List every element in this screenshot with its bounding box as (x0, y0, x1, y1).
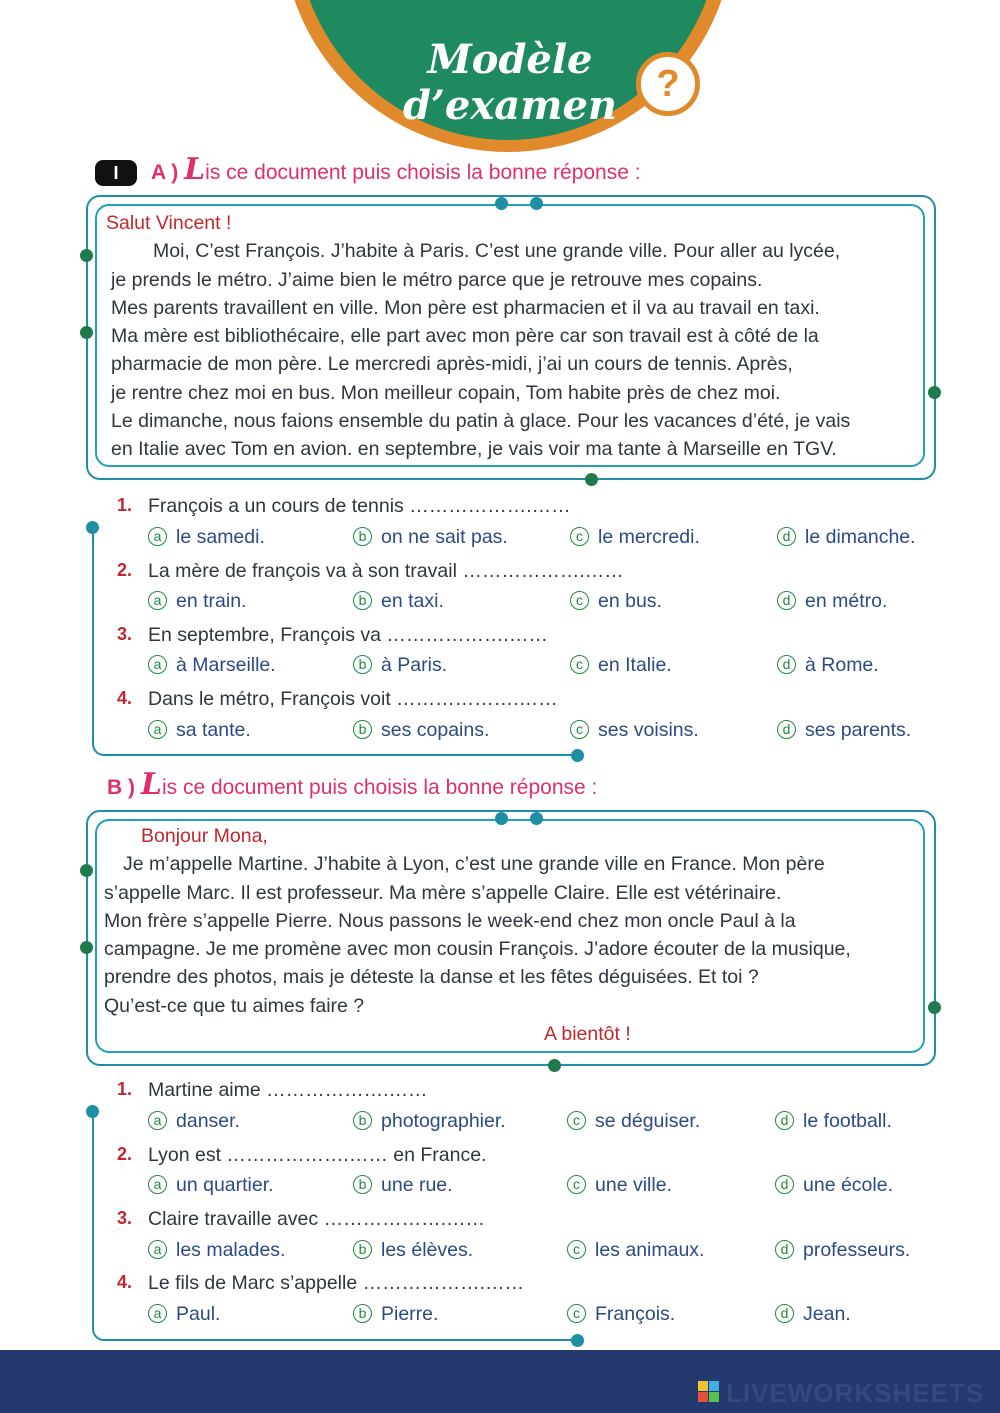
question-number: 3. (117, 624, 133, 644)
option-label: le dimanche. (805, 526, 916, 548)
answer-option[interactable] (567, 1239, 704, 1262)
option-a-icon: a (148, 1175, 167, 1194)
letter-a-greeting: Salut Vincent ! (106, 212, 232, 234)
answer-option[interactable] (777, 590, 887, 613)
section-a-heading (151, 152, 641, 187)
section-b-instruction: is ce document puis choisis la bonne réponse : (161, 776, 598, 799)
option-c-icon: c (567, 1111, 586, 1130)
section-b-heading (107, 767, 598, 802)
option-c-icon: c (570, 720, 589, 739)
option-label: le mercredi. (598, 526, 700, 548)
option-d-icon: d (777, 720, 796, 739)
option-label: Paul. (176, 1303, 221, 1325)
option-a-icon: a (148, 720, 167, 739)
section-a-instruction: is ce document puis choisis la bonne réponse : (205, 161, 641, 184)
answer-option[interactable] (775, 1239, 910, 1262)
letter-b-line: Je m’appelle Martine. J’habite à Lyon, c’est une grande ville en France. Mon père (123, 853, 825, 876)
letter-b-line: Qu’est-ce que tu aimes faire ? (104, 994, 365, 1017)
question-text: Le fils de Marc s’appelle ……………….…… (148, 1272, 525, 1294)
option-label: se déguiser. (595, 1110, 701, 1132)
question-text: En septembre, François va ……………….…… (148, 624, 548, 646)
answer-option[interactable] (353, 1303, 438, 1326)
option-b-icon: b (353, 1175, 372, 1194)
frame-dot (80, 326, 93, 339)
option-label: Pierre. (381, 1303, 439, 1325)
question-number: 3. (117, 1208, 133, 1228)
letter-b-line: campagne. Je me promène avec mon cousin François. J’adore écouter de la musique, (104, 938, 851, 961)
letter-a-line: je prends le métro. J’aime bien le métro parce que je retrouve mes copains. (111, 268, 763, 291)
letter-b-closing: A bientôt ! (544, 1023, 631, 1046)
letter-a-line: en Italie avec Tom en avion. en septembre, je vais voir ma tante à Marseille en TGV. (111, 438, 837, 461)
option-label: danser. (176, 1110, 240, 1132)
option-label: à Paris. (381, 654, 448, 676)
option-label: ses voisins. (598, 719, 699, 741)
option-label: en taxi. (381, 590, 444, 612)
frame-dot (80, 864, 93, 877)
section-a-label: A ) (151, 161, 179, 184)
option-d-icon: d (777, 527, 796, 546)
option-label: les malades. (176, 1239, 286, 1261)
option-b-icon: b (353, 1111, 372, 1130)
option-d-icon: d (777, 655, 796, 674)
answer-option[interactable] (353, 654, 447, 677)
section-b-label: B ) (107, 776, 135, 799)
question-number: 4. (117, 1272, 133, 1292)
option-label: ses copains. (381, 719, 490, 741)
question-text: Martine aime ……………….…… (148, 1079, 428, 1101)
answer-option[interactable] (148, 654, 276, 677)
option-label: ses parents. (805, 719, 912, 741)
option-a-icon: a (148, 527, 167, 546)
letter-a-line: Moi, C’est François. J’habite à Paris. C’est une grande ville. Pour aller au lycée, (153, 240, 841, 263)
letter-a-line: Le dimanche, nous faions ensemble du patin à glace. Pour les vacances d’été, je vais (111, 410, 851, 433)
frame-dot (548, 1059, 561, 1072)
question-number: 2. (117, 560, 133, 580)
letter-b-line: s’appelle Marc. Il est professeur. Ma mère s’appelle Claire. Elle est vétérinaire. (104, 881, 782, 904)
answer-option[interactable] (570, 719, 699, 742)
option-a-icon: a (148, 1111, 167, 1130)
question-text: La mère de françois va à son travail ……………….…… (148, 560, 624, 582)
option-b-icon: b (353, 720, 372, 739)
option-d-icon: d (775, 1175, 794, 1194)
option-b-icon: b (353, 655, 372, 674)
answer-option[interactable] (777, 654, 879, 677)
option-label: photographier. (381, 1110, 506, 1132)
help-symbol: ? (656, 63, 680, 105)
answer-option[interactable] (353, 1174, 453, 1197)
frame-dot (585, 473, 598, 486)
option-label: à Rome. (805, 654, 879, 676)
option-label: une rue. (381, 1174, 453, 1196)
answer-option[interactable] (570, 526, 700, 549)
answer-option[interactable] (148, 719, 251, 742)
option-label: une école. (803, 1174, 893, 1196)
option-a-icon: a (148, 655, 167, 674)
liveworksheets-logo-icon (698, 1381, 720, 1403)
frame-dot (928, 386, 941, 399)
option-b-icon: b (353, 1240, 372, 1259)
answer-option[interactable] (775, 1110, 892, 1133)
answer-option[interactable] (148, 1174, 274, 1197)
option-a-icon: a (148, 1304, 167, 1323)
option-label: on ne sait pas. (381, 526, 508, 548)
option-label: professeurs. (803, 1239, 911, 1261)
letter-a-line: pharmacie de mon père. Le mercredi après-midi, j’ai un cours de tennis. Après, (111, 353, 793, 376)
answer-option[interactable] (777, 719, 911, 742)
question-text: François a un cours de tennis ……………….…… (148, 495, 571, 517)
option-c-icon: c (567, 1304, 586, 1323)
answer-option[interactable] (570, 654, 672, 677)
answer-option[interactable] (775, 1303, 851, 1326)
question-number: 2. (117, 1144, 133, 1164)
letter-a-line: Ma mère est bibliothécaire, elle part avec mon père car son travail est à côté de la (111, 325, 819, 348)
question-text: Lyon est ……………….…… en France. (148, 1144, 487, 1166)
section-b-initial: L (140, 767, 162, 802)
option-label: en train. (176, 590, 247, 612)
option-label: François. (595, 1303, 676, 1325)
title-line-2: d’examen (403, 82, 617, 129)
footer-brand: LIVEWORKSHEETS (726, 1378, 985, 1408)
option-d-icon: d (777, 591, 796, 610)
option-label: un quartier. (176, 1174, 274, 1196)
answer-option[interactable] (353, 590, 444, 613)
bracket-dot (571, 749, 584, 762)
question-text: Dans le métro, François voit ……………….…… (148, 688, 558, 710)
answer-option[interactable] (148, 590, 246, 613)
answer-option[interactable] (570, 590, 662, 613)
letter-b-greeting: Bonjour Mona, (141, 825, 268, 847)
option-b-icon: b (353, 527, 372, 546)
answer-option[interactable] (148, 1303, 220, 1326)
frame-dot (80, 941, 93, 954)
answer-option[interactable] (775, 1174, 893, 1197)
frame-dot (928, 1001, 941, 1014)
question-number: 4. (117, 688, 133, 708)
answer-option[interactable] (148, 526, 265, 549)
question-number: 1. (117, 495, 133, 515)
answer-option[interactable] (353, 1239, 473, 1262)
answer-option[interactable] (567, 1303, 675, 1326)
option-b-icon: b (353, 1304, 372, 1323)
answer-option[interactable] (353, 719, 489, 742)
option-label: les élèves. (381, 1239, 474, 1261)
letter-b (104, 822, 851, 1048)
option-c-icon: c (570, 655, 589, 674)
letter-a-line: Mes parents travaillent en ville. Mon père est pharmacien et il va au travail en taxi. (111, 296, 820, 319)
option-label: Jean. (803, 1303, 851, 1325)
question-number: 1. (117, 1079, 133, 1099)
option-a-icon: a (148, 591, 167, 610)
bracket-dot (86, 1105, 99, 1118)
answer-option[interactable] (353, 526, 508, 549)
option-d-icon: d (775, 1111, 794, 1130)
option-d-icon: d (775, 1304, 794, 1323)
option-label: sa tante. (176, 719, 251, 741)
letter-a (106, 209, 850, 464)
answer-option[interactable] (567, 1174, 672, 1197)
answer-option[interactable] (567, 1110, 700, 1133)
option-label: en Italie. (598, 654, 672, 676)
option-c-icon: c (567, 1240, 586, 1259)
bracket-dot (571, 1334, 584, 1347)
option-d-icon: d (775, 1240, 794, 1259)
option-label: les animaux. (595, 1239, 705, 1261)
option-label: à Marseille. (176, 654, 276, 676)
answer-option[interactable] (777, 526, 916, 549)
option-b-icon: b (353, 591, 372, 610)
title-line-1: Modèle (427, 36, 593, 83)
answer-option[interactable] (148, 1239, 285, 1262)
exercise-number-badge: I (95, 160, 137, 186)
letter-a-line: je rentre chez moi en bus. Mon meilleur copain, Tom habite près de chez moi. (111, 381, 781, 404)
option-c-icon: c (570, 591, 589, 610)
letter-b-line: Mon frère s’appelle Pierre. Nous passons le week-end chez mon oncle Paul à la (104, 909, 796, 932)
question-mark-icon (636, 52, 700, 116)
question-text: Claire travaille avec ……………….…… (148, 1208, 485, 1230)
answer-option[interactable] (353, 1110, 506, 1133)
option-label: le samedi. (176, 526, 265, 548)
option-label: une ville. (595, 1174, 672, 1196)
answer-option[interactable] (148, 1110, 240, 1133)
option-a-icon: a (148, 1240, 167, 1259)
frame-dot (80, 249, 93, 262)
option-label: en bus. (598, 590, 662, 612)
bracket-dot (86, 521, 99, 534)
section-a-initial: L (184, 152, 206, 187)
option-label: le football. (803, 1110, 892, 1132)
letter-b-line: prendre des photos, mais je déteste la danse et les fêtes déguisées. Et toi ? (104, 966, 759, 989)
option-label: en métro. (805, 590, 888, 612)
option-c-icon: c (567, 1175, 586, 1194)
option-c-icon: c (570, 527, 589, 546)
